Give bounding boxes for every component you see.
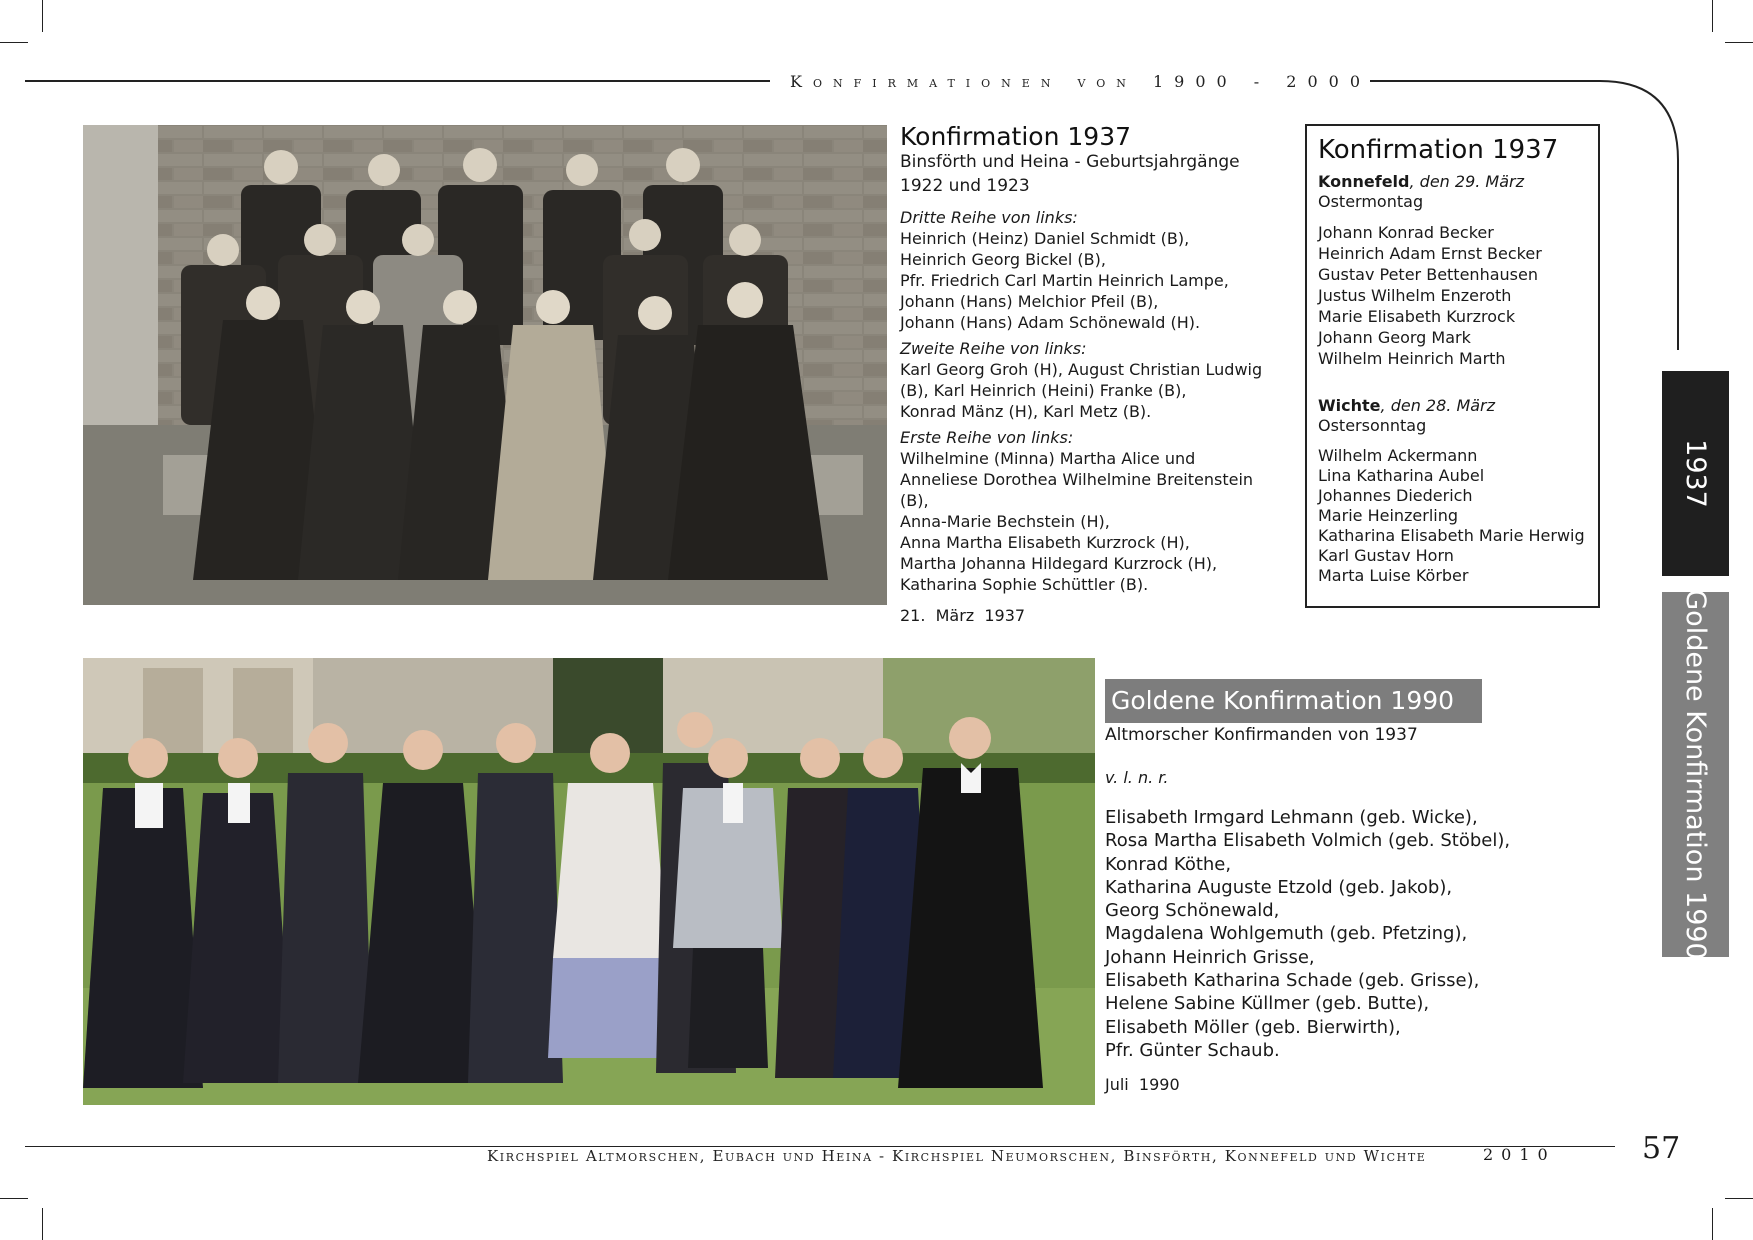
wichte-name: Wilhelm Ackermann (1318, 446, 1478, 465)
row1-name: Anna-Marie Bechstein (H), (900, 512, 1110, 531)
crop-mark (42, 1208, 43, 1240)
row1-name: Katharina Sophie Schüttler (B). (900, 575, 1149, 594)
konnefeld-name: Heinrich Adam Ernst Becker (1318, 244, 1542, 263)
row1-name: Anna Martha Elisabeth Kurzrock (H), (900, 533, 1190, 552)
gold-1990-title: Goldene Konfirmation 1990 (1105, 679, 1482, 723)
tab-gold-label: Goldene Konfirmation 1990 (1680, 589, 1711, 960)
tab-1937 (1662, 371, 1729, 576)
row3-name: Heinrich (Heinz) Daniel Schmidt (B), (900, 229, 1190, 248)
row3-name: Heinrich Georg Bickel (B), (900, 250, 1106, 269)
header-rule (25, 80, 770, 82)
gold-1990-name: Katharina Auguste Etzold (geb. Jakob), (1105, 876, 1453, 898)
section-1937-date: 21. März 1937 (900, 606, 1026, 625)
crop-mark (1712, 0, 1713, 32)
konnefeld-name: Johann Konrad Becker (1318, 223, 1494, 242)
photo-golden-confirmation-1990 (83, 658, 1095, 1105)
tab-1937-label: 1937 (1680, 439, 1711, 508)
crop-mark (0, 1198, 28, 1199)
tab-goldene-konfirmation (1662, 589, 1729, 960)
gold-1990-name: Konrad Köthe, (1105, 853, 1232, 875)
wichte-name: Marta Luise Körber (1318, 566, 1469, 585)
footer-parish-text: Kirchspiel Altmorschen, Eubach und Heina - Kirchspiel Neumorschen, Binsförth, Konnefeld und Wichte (487, 1147, 1427, 1165)
row3-label: Dritte Reihe von links: (900, 208, 1078, 227)
wichte-date: , den 28. März (1380, 396, 1496, 415)
confirmation-1937-box (1305, 124, 1600, 608)
section-1937-subtitle-2: 1922 und 1923 (900, 176, 1030, 196)
row3-name: Johann (Hans) Melchior Pfeil (B), (900, 292, 1159, 311)
gold-1990-name: Rosa Martha Elisabeth Volmich (geb. Stöbel), (1105, 830, 1511, 852)
wichte-name: Katharina Elisabeth Marie Herwig (1318, 526, 1585, 545)
crop-mark (1725, 42, 1753, 43)
wichte-name: Johannes Diederich (1318, 486, 1473, 505)
row3-name: Pfr. Friedrich Carl Martin Heinrich Lampe, (900, 271, 1229, 290)
gold-1990-name: Georg Schönewald, (1105, 900, 1280, 922)
gold-1990-name: Pfr. Günter Schaub. (1105, 1039, 1280, 1061)
row2-name: Karl Georg Groh (H), August Christian Ludwig (900, 360, 1263, 379)
gold-1990-name: Elisabeth Irmgard Lehmann (geb. Wicke), (1105, 807, 1478, 828)
gold-1990-name: Helene Sabine Küllmer (geb. Butte), (1105, 993, 1430, 1015)
wichte-place: Wichte (1318, 396, 1381, 415)
konnefeld-day: Ostermontag (1318, 192, 1424, 211)
page-number: 57 (1642, 1131, 1681, 1166)
row1-name: Anneliese Dorothea Wilhelmine Breitenstein (B), (900, 470, 1254, 510)
konnefeld-name: Wilhelm Heinrich Marth (1318, 349, 1506, 368)
wichte-name: Karl Gustav Horn (1318, 546, 1454, 565)
gold-1990-name: Elisabeth Möller (geb. Bierwirth), (1105, 1016, 1401, 1038)
row1-name: Wilhelmine (Minna) Martha Alice und (900, 449, 1196, 468)
konnefeld-name: Marie Elisabeth Kurzrock (1318, 307, 1516, 326)
section-1937-text (900, 122, 1280, 626)
konnefeld-place: Konnefeld (1318, 172, 1410, 191)
konnefeld-date: , den 29. März (1409, 172, 1525, 191)
crop-mark (1725, 1198, 1753, 1199)
footer-year: 2010 (1483, 1145, 1556, 1164)
gold-1990-text (1105, 725, 1605, 1095)
row1-label: Erste Reihe von links: (900, 428, 1074, 447)
wichte-name: Marie Heinzerling (1318, 506, 1459, 525)
gold-1990-subtitle: Altmorscher Konfirmanden von 1937 (1105, 725, 1418, 745)
row2-label: Zweite Reihe von links: (900, 339, 1087, 358)
wichte-day: Ostersonntag (1318, 416, 1427, 435)
photo-confirmation-1937 (83, 125, 887, 605)
konnefeld-heading (1318, 172, 1587, 192)
konnefeld-name: Johann Georg Mark (1318, 328, 1471, 347)
crop-mark (1712, 1208, 1713, 1240)
wichte-name: Lina Katharina Aubel (1318, 466, 1485, 485)
row2-name: Konrad Mänz (H), Karl Metz (B). (900, 402, 1152, 421)
box-1937-title: Konfirmation 1937 (1318, 135, 1559, 165)
gold-1990-name: Magdalena Wohlgemuth (geb. Pfetzing), (1105, 923, 1468, 945)
section-1937-title: Konfirmation 1937 (900, 122, 1132, 151)
row2-name: (B), Karl Heinrich (Heini) Franke (B), (900, 381, 1187, 400)
wichte-heading (1318, 396, 1587, 416)
header-title: Konfirmationen von 1900 - 2000 (790, 72, 1372, 91)
crop-mark (0, 42, 28, 43)
row1-name: Martha Johanna Hildegard Kurzrock (H), (900, 554, 1218, 573)
gold-1990-name: Johann Heinrich Grisse, (1105, 946, 1315, 968)
konnefeld-name: Gustav Peter Bettenhausen (1318, 265, 1538, 284)
gold-1990-vlnr: v. l. n. r. (1105, 768, 1169, 787)
gold-1990-date: Juli 1990 (1105, 1075, 1180, 1095)
crop-mark (42, 0, 43, 32)
konnefeld-name: Justus Wilhelm Enzeroth (1318, 286, 1512, 305)
row3-name: Johann (Hans) Adam Schönewald (H). (900, 313, 1201, 332)
gold-1990-name: Elisabeth Katharina Schade (geb. Grisse), (1105, 970, 1480, 992)
section-1937-subtitle: Binsförth und Heina - Geburtsjahrgänge (900, 152, 1240, 172)
